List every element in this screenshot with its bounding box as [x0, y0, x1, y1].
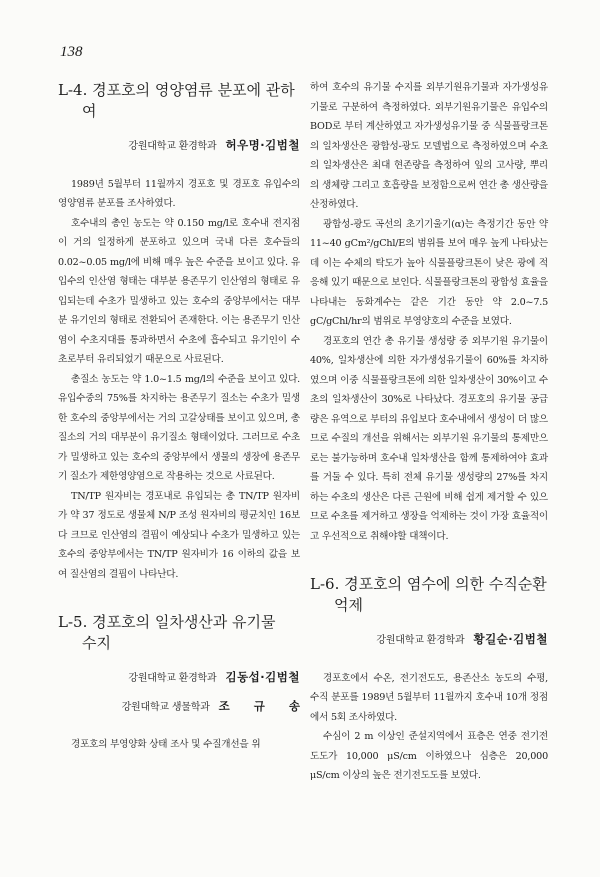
title-line-continued: 수지	[82, 634, 111, 652]
section-l6	[310, 574, 548, 786]
authors: 황길순·김범철	[473, 632, 548, 646]
section-l5	[58, 612, 324, 755]
author-line	[58, 136, 300, 157]
paragraph: TN/TP 원자비는 경포내로 유입되는 총 TN/TP 원자비가 약 37 정도로 생물체 N/P 조성 원자비의 평균치인 16보다 크므로 인산염의 결핍이 예상되나 수초가 밀생하고 있는 호수의 중앙부에서는 TN/TP 원자비가 16 이하의 값을 보여 질산염의 결핍이 나타난다.	[58, 490, 300, 580]
title-line-continued: 억제	[334, 596, 363, 614]
authors: 조규송	[218, 698, 324, 713]
paragraph: 호수내의 총인 농도는 약 0.150 mg/l로 호수내 전지점이 거의 일정하게 분포하고 있으며 국내 다른 호수들의 0.02~0.05 mg/l에 비해 매우 높은 수준을 보이고 있다. 유입수의 인산염 형태는 대부분 용존무기 인산염의 형태로 유입되는데 수초가 밀생하고 있는 호수의 중앙부에서는 대부분 유기인의 형태로 전환되어 존재한다. 이는 용존무기 인산염이 수초지대를 통과하면서 수초에 흡수되고 유기인이 수초로부터 유리되었기 때문으로 사료된다.	[58, 217, 300, 365]
page-number: 138	[60, 44, 83, 60]
section-title-l5	[58, 612, 300, 654]
paragraph: 경포호의 연간 총 유기물 생성량 중 외부기원 유기물이 40%, 일차생산에 의한 자가생성유기물이 60%를 차지하였으며 이중 식물플랑크톤에 의한 일차생산이 30%이고 수초의 일차생산이 30%로 나타났다. 경포호의 유기물 공급량은 유역으로 부터의 유입보다 호수내에서 생성이 더 많으므로 수질의 개선을 위해서는 외부기원 유기물의 통제만으로는 불가능하며 호수내 일차생산을 함께 통제하여야 효과를 거둘 수 있다. 특히 전체 유기물 생성량의 27%를 차지하는 수초의 생산은 다른 근원에 비해 쉽게 제거할 수 있으므로 수초를 제거하고 생장을 억제하는 것이 가장 효율적이고 우선적으로 취해야할 대책이다.	[310, 335, 548, 542]
title-line: L-4. 경포호의 영양염류 분포에 관하	[58, 81, 295, 99]
affiliation: 강원대학교 환경학과	[128, 673, 217, 684]
title-line: L-6. 경포호의 염수에 의한 수직순환	[310, 575, 547, 593]
left-column	[58, 80, 324, 755]
author-line	[310, 630, 548, 651]
section-l5-continued	[310, 78, 548, 546]
authors: 허우명·김범철	[225, 138, 300, 152]
authors: 김동섭·김범철	[225, 670, 300, 684]
author-line	[58, 697, 324, 718]
paragraph: 수심이 2 m 이상인 준설지역에서 표층은 연중 전기전도도가 10,000 μS/cm 이하였으나 심층은 20,000 μS/cm 이상의 높은 전기전도도를 보였다.	[310, 731, 548, 781]
title-line-continued: 여	[82, 102, 97, 120]
paragraph: 경포호의 부영양화 상태 조사 및 수질개선을 위	[71, 739, 261, 750]
paragraph: 1989년 5월부터 11월까지 경포호 및 경포호 유입수의 영양염류 분포를 조사하였다.	[58, 178, 300, 209]
paragraph: 하여 호수의 유기물 수지를 외부기원유기물과 자가생성유기물로 구분하여 측정하였다. 외부기원유기물은 유입수의 BOD로 부터 계산하였고 자가생성유기물 중 식물플랑크톤의 일차생산은 광합성-광도 모델법으로 측정하였으며 수초의 일차생산은 최대 현존량을 측정하여 잎의 고사량, 뿌리의 생체량 그리고 호흡량을 보정함으로써 연간 총 생산량을 산정하였다.	[310, 82, 548, 210]
section-title-l4	[58, 80, 300, 122]
affiliation: 강원대학교 환경학과	[376, 635, 465, 646]
paragraph: 경포호에서 수온, 전기전도도, 용존산소 농도의 수평, 수직 분포를 1989년 5월부터 11월까지 호수내 10개 정점에서 5회 조사하였다.	[310, 672, 548, 723]
paragraph: 총질소 농도는 약 1.0~1.5 mg/l의 수준을 보이고 있다. 유입수중의 75%를 차지하는 용존무기 질소는 수초가 밀생한 호수의 중앙부에서는 거의 고갈상태를 보이고 있으며, 총질소의 거의 대부분이 유기질소 형태이었다. 그러므로 수초가 밀생하고 있는 호수의 중앙부에서 생물의 생장에 용존무기 질소가 제한영양염으로 작용하는 것으로 사료된다.	[58, 373, 300, 482]
paragraph: 광합성-광도 곡선의 초기기울기(α)는 측정기간 동안 약 11~40 gCm²/gChl/E의 범위를 보여 매우 높게 나타났는데 이는 수체의 탁도가 높아 식물플랑크톤이 낮은 광에 적응해 있기 때문으로 보인다. 식물플랑크톤의 광합성 효율을 나타내는 동화계수는 같은 기간 동안 약 2.0~7.5 gC/gChl/hr의 범위로 부영양호의 수준을 보였다.	[310, 218, 548, 327]
affiliation: 강원대학교 생물학과	[121, 701, 210, 713]
section-title-l6	[310, 574, 548, 616]
author-line	[58, 668, 300, 689]
title-line: L-5. 경포호의 일차생산과 유기물	[58, 613, 276, 631]
right-column	[310, 78, 548, 786]
section-l4	[58, 80, 300, 584]
affiliation: 강원대학교 환경학과	[128, 141, 217, 152]
